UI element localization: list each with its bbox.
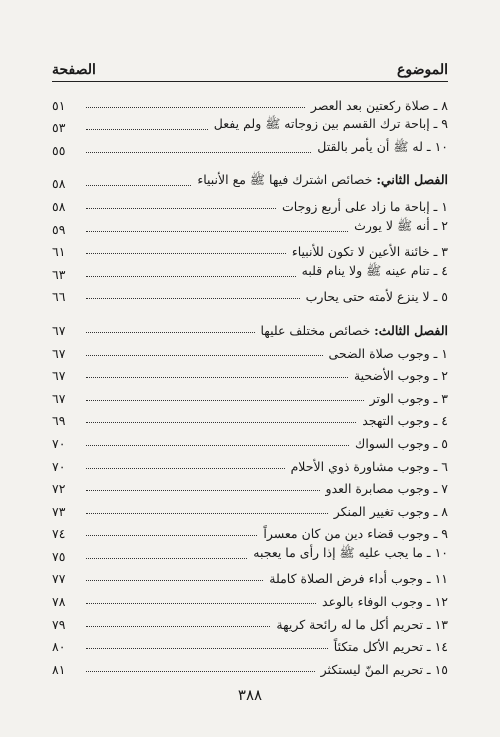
dot-leader (86, 671, 315, 672)
toc-entry[interactable] (52, 451, 448, 474)
toc-entry-title: ٥ ـ وجوب السواك (355, 435, 448, 451)
toc-entry[interactable] (52, 519, 448, 542)
toc-entry-page: ٧٩ (52, 616, 66, 632)
toc-entry-page: ٦٦ (52, 289, 66, 305)
toc-entry-page: ٥٩ (52, 221, 66, 237)
toc-entry-title: ٨ ـ صلاة ركعتين بعد العصر (310, 97, 448, 113)
toc-entry-title: ٩ ـ إباحة ترك القسم بين زوجاته ﷺ ولم يفعل (213, 116, 448, 132)
toc-entry-page: ٧٤ (52, 526, 66, 542)
dot-leader (86, 208, 276, 209)
toc-entry-page: ٧٣ (52, 503, 66, 519)
toc-entry-page: ٧٨ (52, 594, 66, 610)
toc-entry[interactable] (52, 383, 448, 406)
dot-leader (86, 490, 320, 491)
toc-entry[interactable] (52, 237, 448, 260)
toc-entry[interactable] (52, 361, 448, 384)
dot-leader (86, 648, 328, 649)
dot-leader (86, 231, 348, 232)
dot-leader (86, 626, 270, 627)
toc-entry[interactable] (52, 90, 448, 113)
chapter-label: الفصل الثاني: (376, 172, 448, 188)
dot-leader (86, 400, 364, 401)
chapter-heading-row[interactable] (52, 169, 448, 192)
toc-entry-title: ٤ ـ تنام عينه ﷺ ولا ينام قلبه (301, 262, 448, 278)
section-gap (52, 304, 448, 315)
toc-entry[interactable] (52, 541, 448, 564)
dot-leader (86, 298, 300, 299)
page-number: ٣٨٨ (237, 686, 263, 704)
chapter-page-number: ٦٧ (52, 322, 66, 338)
toc-entry[interactable] (52, 632, 448, 655)
dot-leader (86, 185, 191, 186)
toc-entry[interactable] (52, 428, 448, 451)
toc-header (52, 56, 448, 78)
toc-entry-title: ٦ ـ وجوب مشاورة ذوي الأحلام (290, 458, 448, 474)
dot-leader (86, 253, 286, 254)
toc-entry-page: ٦٩ (52, 413, 66, 429)
chapter-page-number: ٥٨ (52, 176, 66, 192)
toc-entry-title: ٧ ـ وجوب مصابرة العدو (325, 481, 448, 497)
chapter-title-text: خصائص اشترك فيها ﷺ مع الأنبياء (197, 172, 373, 188)
toc-entry-page: ٦٧ (52, 390, 66, 406)
toc-entry[interactable] (52, 191, 448, 214)
chapter-title (259, 323, 449, 338)
dot-leader (86, 558, 247, 559)
toc-entry[interactable] (52, 654, 448, 677)
toc-entry-title: ١٣ ـ تحريم أكل ما له رائحة كريهة (276, 616, 448, 632)
toc-entry[interactable] (52, 113, 448, 136)
toc-entry-page: ٦٣ (52, 266, 66, 282)
dot-leader (86, 276, 296, 277)
toc-entry-page: ٧٧ (52, 571, 66, 587)
toc-entry-page: ٦٧ (52, 345, 66, 361)
section-gap (52, 158, 448, 169)
toc-entry-title: ١٢ ـ وجوب الوفاء بالوعد (322, 594, 448, 610)
toc-entry-page: ٥٥ (52, 142, 66, 158)
toc-entry[interactable] (52, 496, 448, 519)
toc-entry-title: ٢ ـ أنه ﷺ لا يورث (354, 217, 448, 233)
dot-leader (86, 603, 316, 604)
toc-entry[interactable] (52, 259, 448, 282)
header-divider (52, 81, 448, 82)
dot-leader (86, 152, 311, 153)
toc-entry-title: ٥ ـ لا ينزع لأمته حتى يحارب (305, 289, 448, 305)
dot-leader (86, 355, 323, 356)
toc-entry-page: ٥١ (52, 97, 66, 113)
toc-entry[interactable] (52, 282, 448, 305)
dot-leader (86, 107, 305, 108)
toc-entry-title: ١٤ ـ تحريم الأكل متكئاً (333, 639, 448, 655)
dot-leader (86, 468, 285, 469)
toc-entry-title: ١ ـ إباحة ما زاد على أربع زوجات (282, 198, 448, 214)
toc-entry-title: ٢ ـ وجوب الأضحية (353, 368, 448, 384)
toc-entry-title: ٨ ـ وجوب تغيير المنكر (333, 503, 448, 519)
toc-entry-title: ٣ ـ خائنة الأعين لا تكون للأنبياء (291, 244, 448, 260)
toc-entry-title: ٣ ـ وجوب الوتر (369, 390, 448, 406)
toc-entry[interactable] (52, 135, 448, 158)
toc-entry[interactable] (52, 406, 448, 429)
toc-entry-page: ٧٢ (52, 481, 66, 497)
dot-leader (86, 445, 349, 446)
toc-entry-page: ٦٧ (52, 368, 66, 384)
toc-entry[interactable] (52, 564, 448, 587)
chapter-title-text: خصائص مختلف عليها (260, 322, 371, 338)
toc-entry-page: ٧٠ (52, 458, 66, 474)
toc-entry[interactable] (52, 609, 448, 632)
toc-entry-title: ١ ـ وجوب صلاة الضحى (328, 345, 448, 361)
toc-entry-page: ٦١ (52, 244, 66, 260)
toc-entry-title: ١٠ ـ ما يجب عليه ﷺ إذا رأى ما يعجبه (253, 544, 448, 560)
toc-entry-page: ٧٥ (52, 548, 66, 564)
toc-entry-page: ٨٠ (52, 639, 66, 655)
toc-entry-title: ٤ ـ وجوب التهجد (362, 413, 448, 429)
toc-entry-title: ١١ ـ وجوب أداء فرض الصلاة كاملة (269, 571, 448, 587)
toc-entry-title: ١٠ ـ له ﷺ أن يأمر بالقتل (317, 138, 448, 154)
dot-leader (86, 129, 208, 130)
toc-entry[interactable] (52, 474, 448, 497)
toc-entry-page: ٨١ (52, 661, 66, 677)
dot-leader (86, 377, 348, 378)
dot-leader (86, 513, 328, 514)
toc-entry[interactable] (52, 338, 448, 361)
toc-entry-title: ٩ ـ وجوب قضاء دين من كان معسراً (263, 526, 448, 542)
toc-entry[interactable] (52, 586, 448, 609)
chapter-title (195, 172, 448, 191)
dot-leader (86, 332, 255, 333)
toc-entry-title: ١٥ ـ تحريم المنّ ليستكثر (320, 661, 448, 677)
chapter-label: الفصل الثالث: (374, 322, 448, 338)
dot-leader (86, 535, 257, 536)
chapter-heading-row[interactable] (52, 315, 448, 338)
dot-leader (86, 580, 263, 581)
dot-leader (86, 422, 356, 423)
toc-entry-page: ٥٣ (52, 120, 66, 136)
topic-column-label: الموضوع (397, 62, 448, 78)
toc-entry[interactable] (52, 214, 448, 237)
page-column-label: الصفحة (52, 62, 96, 78)
toc-entry-page: ٥٨ (52, 198, 66, 214)
toc-entry-page: ٧٠ (52, 435, 66, 451)
table-of-contents (52, 90, 448, 677)
